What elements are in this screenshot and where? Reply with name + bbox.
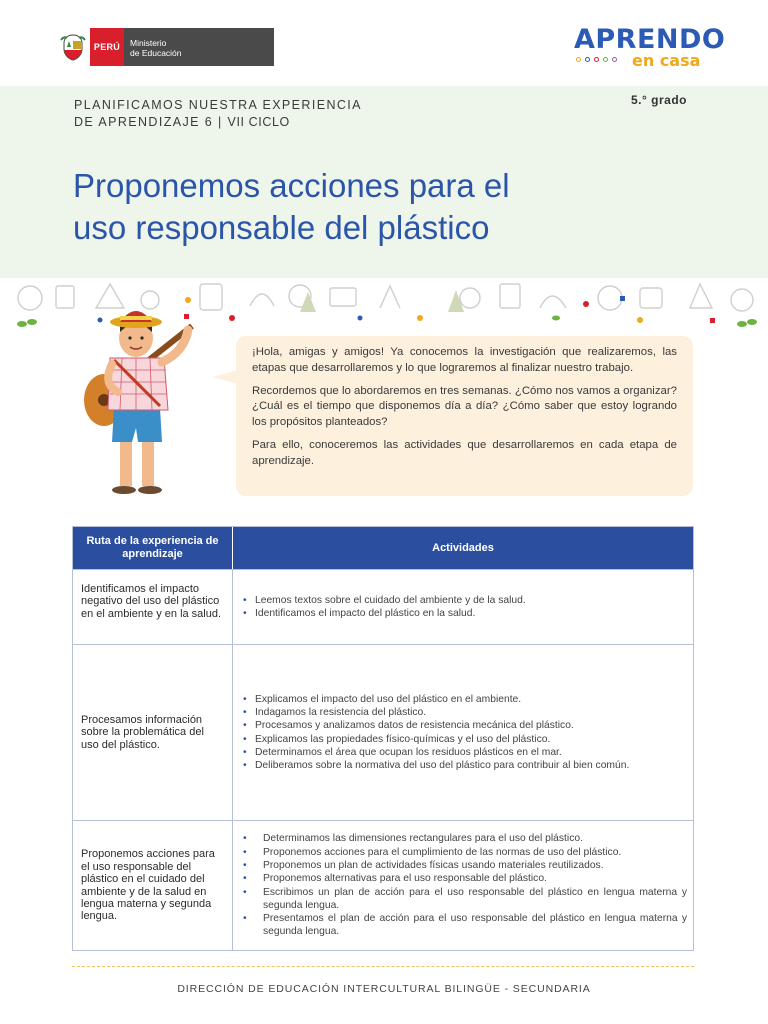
activities-cell (233, 570, 693, 644)
subtitle-line2 (74, 114, 362, 131)
activity-item: • Leemos textos sobre el cuidado del ambiente y de la salud. (243, 594, 687, 607)
activity-item: • Presentamos el plan de acción para el uso responsable del plástico en lengua materna y segunda lengua. (243, 912, 687, 939)
table-row (73, 644, 693, 820)
ministry-line1: Ministerio (130, 38, 167, 48)
activity-item: • Explicamos el impacto del uso del plástico en el ambiente. (243, 693, 687, 706)
header-activities: Actividades (432, 542, 494, 554)
boy-with-guitar-illustration (80, 296, 230, 502)
table-row (73, 820, 693, 950)
bubble-paragraph-1: ¡Hola, amigas y amigos! Ya conocemos la investigación que realizaremos, las etapas que desarrollaremos y lo que lograremos al finalizar nuestro trabajo. (252, 346, 677, 374)
aprendo-word: APRENDO (574, 24, 726, 55)
table-header (73, 527, 693, 569)
peru-label: PERÚ (90, 28, 124, 66)
activity-item: • Proponemos alternativas para el uso responsable del plástico. (243, 872, 687, 885)
title-line2: uso responsable del plástico (73, 209, 490, 246)
footer-divider (72, 966, 694, 967)
route-cell: Identificamos el impacto negativo del uso del plástico en el ambiente y en la salud. (73, 570, 233, 644)
subtitle-separator: | (217, 115, 223, 129)
route-cell: Procesamos información sobre la problemática del uso del plástico. (73, 645, 233, 820)
activity-item: • Indagamos la resistencia del plástico. (243, 706, 687, 719)
activity-item: • Proponemos un plan de actividades físicas usando materiales reutilizados. (243, 859, 687, 872)
activity-item: • Explicamos las propiedades físico-químicas y el uso del plástico. (243, 733, 687, 746)
activities-table (72, 526, 694, 951)
activity-item: • Determinamos las dimensiones rectangulares para el uso del plástico. (243, 832, 687, 845)
activity-item: • Deliberamos sobre la normativa del uso del plástico para contribuir al bien común. (243, 759, 687, 772)
minedu-logo (56, 28, 274, 66)
speech-bubble (236, 336, 693, 496)
table-row (73, 569, 693, 644)
activity-item: • Procesamos y analizamos datos de resistencia mecánica del plástico. (243, 719, 687, 732)
footer-text: DIRECCIÓN DE EDUCACIÓN INTERCULTURAL BILINGÜE - SECUNDARIA (177, 983, 591, 995)
activity-item: • Determinamos el área que ocupan los residuos plásticos en el mar. (243, 746, 687, 759)
activity-item: • Proponemos acciones para el cumplimiento de las normas de uso del plástico. (243, 846, 687, 859)
subtitle-experience-number: DE APRENDIZAJE 6 (74, 115, 214, 129)
bubble-paragraph-3: Para ello, conoceremos las actividades que desarrollaremos en cada etapa de aprendizaje. (252, 438, 677, 467)
title-line1: Proponemos acciones para el (73, 167, 510, 204)
en-casa-word: en casa (632, 51, 701, 70)
activities-cell (233, 821, 693, 950)
activities-cell (233, 645, 693, 820)
page-title (73, 165, 693, 249)
ministry-line2: de Educación (130, 48, 182, 58)
aprendo-en-casa-logo (572, 24, 726, 72)
activity-item: • Escribimos un plan de acción para el uso responsable del plástico en lengua materna y segunda lengua. (243, 886, 687, 913)
ministry-label (124, 28, 274, 66)
subtitle-cycle: VII CICLO (227, 115, 290, 129)
bubble-paragraph-2: Recordemos que lo abordaremos en tres semanas. ¿Cómo nos vamos a organizar? ¿Cuál es el tiempo que disponemos día a día? ¿Cómo saber que estoy logrando los propósitos planteados? (252, 384, 677, 429)
subtitle-line1: PLANIFICAMOS NUESTRA EXPERIENCIA (74, 98, 362, 112)
experience-subtitle (74, 97, 362, 131)
grade-label: 5.° grado (631, 93, 687, 107)
route-cell: Proponemos acciones para el uso responsable del plástico en el cuidado del ambiente y de la salud en lengua materna y segunda lengua. (73, 821, 233, 950)
aprendo-dots-decoration (576, 57, 617, 62)
speech-bubble-tail (212, 370, 238, 384)
header-route: Ruta de la experiencia de aprendizaje (73, 527, 233, 569)
activity-item: • Identificamos el impacto del plástico en la salud. (243, 607, 687, 620)
coat-of-arms-icon (56, 28, 90, 66)
